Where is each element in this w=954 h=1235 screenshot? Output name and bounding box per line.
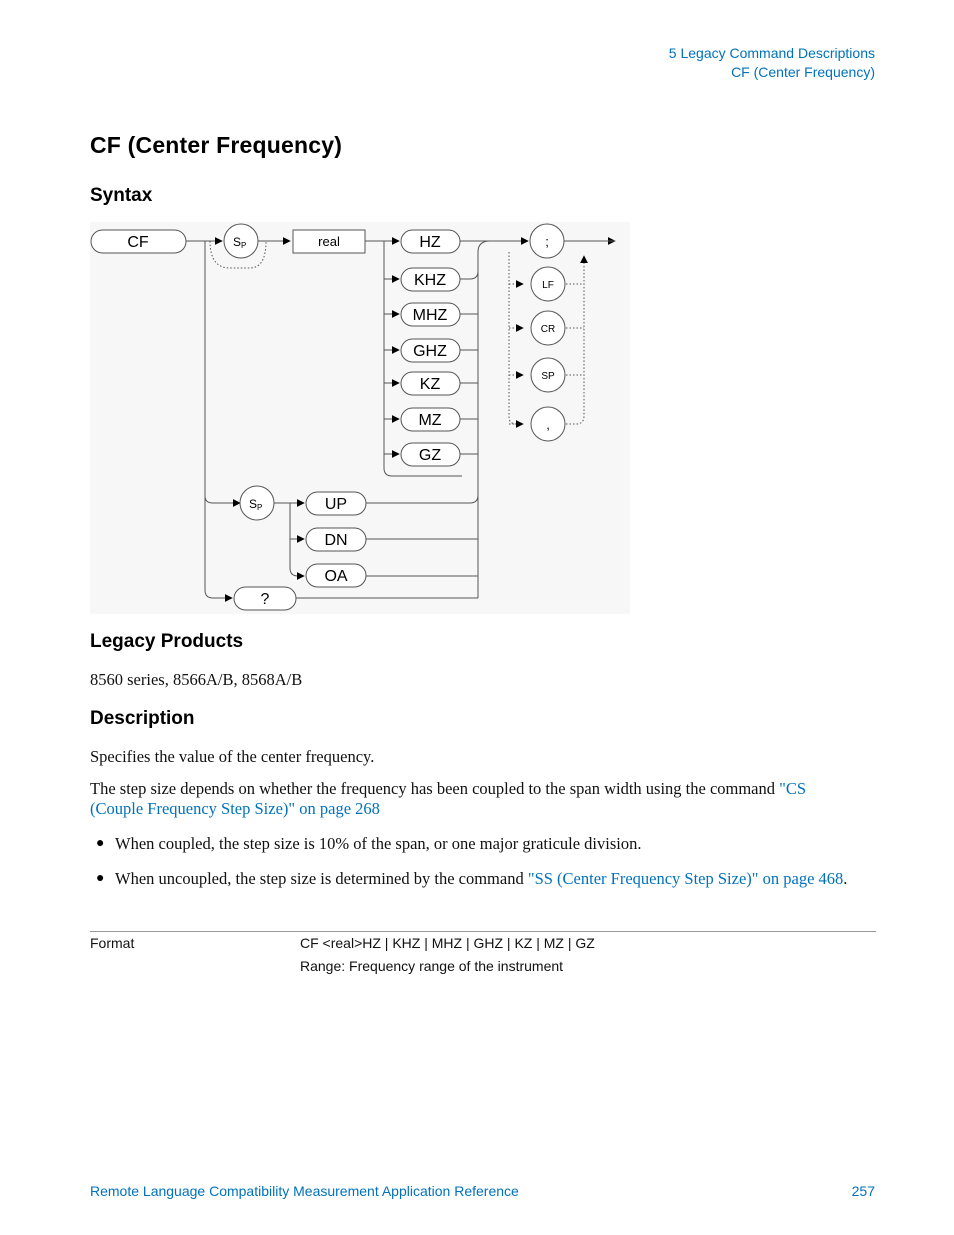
legacy-products-heading: Legacy Products — [90, 631, 244, 652]
step-oa-node — [306, 564, 366, 587]
sp-node-2-sub: P — [257, 503, 263, 512]
terminator-sp-node — [531, 358, 565, 392]
bullet-text-1: When coupled, the step size is 10% of the span, or one major graticule division. — [115, 834, 642, 853]
sp-node-1-sub: P — [241, 241, 247, 250]
sp-node-2-main: S — [249, 497, 258, 511]
command-cf-node — [91, 230, 186, 253]
bullet-text-2-end: . — [843, 869, 848, 888]
table-rule — [90, 931, 876, 932]
unit-khz-node — [401, 268, 460, 291]
real-parameter-node — [293, 230, 365, 253]
terminator-sp-label: SP — [541, 371, 555, 382]
cs-command-link[interactable]: "CS (Couple Frequency Step Size)" on page 268 — [90, 779, 807, 818]
unit-mhz-label: MHZ — [412, 307, 448, 324]
terminator-semicolon-label: ; — [545, 234, 549, 249]
step-up-label: UP — [324, 496, 348, 513]
unit-khz-label: KHZ — [414, 272, 446, 289]
unit-gz-node — [401, 443, 460, 466]
unit-mz-label: MZ — [418, 412, 442, 429]
description-heading: Description — [90, 708, 195, 729]
terminator-lf-node — [531, 267, 565, 301]
terminator-comma-label: , — [546, 417, 550, 432]
sp-node-2 — [240, 486, 274, 520]
bullet-text-2-text: When uncoupled, the step size is determined by the command — [115, 869, 528, 888]
running-header-chapter: 5 Legacy Command Descriptions — [668, 45, 875, 61]
footer-title: Remote Language Compatibility Measurement Application Reference — [90, 1183, 519, 1199]
step-dn-label: DN — [324, 532, 348, 549]
step-up-node — [306, 492, 366, 515]
unit-mz-node — [401, 408, 460, 431]
unit-kz-node — [401, 372, 460, 395]
unit-ghz-label: GHZ — [413, 343, 447, 360]
table-format-label: Format — [90, 935, 135, 951]
sp-node-1 — [224, 224, 258, 258]
terminator-cr-node — [531, 311, 565, 345]
terminator-lf-label: LF — [542, 280, 554, 291]
terminator-semicolon-node — [530, 224, 564, 258]
unit-kz-label: KZ — [419, 376, 441, 393]
table-range-value: Range: Frequency range of the instrument — [300, 958, 564, 974]
unit-gz-label: GZ — [418, 447, 442, 464]
footer-page-number: 257 — [851, 1183, 875, 1199]
description-paragraph-1: Specifies the value of the center frequency. — [90, 747, 375, 766]
legacy-products-text: 8560 series, 8566A/B, 8568A/B — [90, 670, 303, 689]
query-node — [234, 587, 296, 610]
unit-ghz-node — [401, 339, 460, 362]
description-paragraph-2-text: The step size depends on whether the frequency has been coupled to the span width using the command — [90, 779, 780, 798]
unit-hz-node — [401, 230, 460, 253]
description-paragraph-2 — [90, 779, 850, 819]
ss-command-link[interactable]: "SS (Center Frequency Step Size)" on page 468 — [527, 869, 844, 888]
syntax-diagram — [90, 222, 630, 614]
step-dn-node — [306, 528, 366, 551]
unit-mhz-node — [401, 303, 460, 326]
step-oa-label: OA — [324, 568, 348, 585]
bullet-marker-1: ● — [96, 836, 105, 851]
running-header-section: CF (Center Frequency) — [731, 64, 875, 80]
terminator-cr-label: CR — [540, 324, 556, 335]
syntax-heading: Syntax — [90, 185, 153, 206]
bullet-text-2 — [115, 868, 850, 889]
unit-hz-label: HZ — [419, 234, 441, 251]
terminator-comma-node — [531, 407, 565, 441]
command-cf-label: CF — [127, 234, 149, 251]
bullet-marker-2: ● — [96, 871, 105, 886]
table-format-value: CF <real>HZ | KHZ | MHZ | GHZ | KZ | MZ | GZ — [300, 935, 595, 951]
real-parameter-label: real — [318, 234, 340, 249]
query-label: ? — [260, 591, 270, 608]
sp-node-1-main: S — [233, 235, 242, 249]
page-title: CF (Center Frequency) — [90, 132, 343, 158]
